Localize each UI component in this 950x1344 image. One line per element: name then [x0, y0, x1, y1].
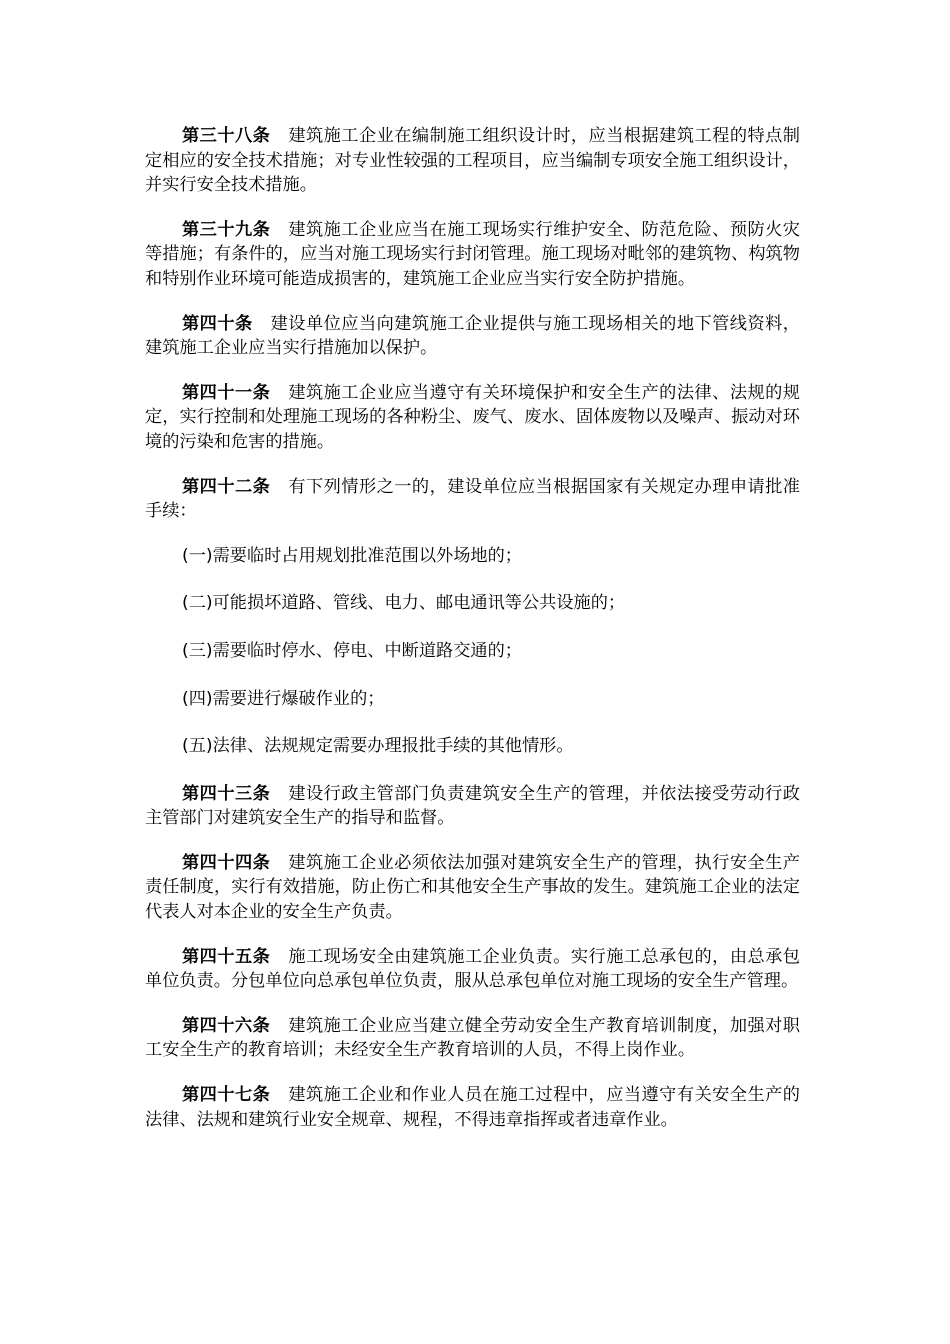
article-44: [145, 851, 800, 925]
article-number: 第四十六条: [182, 1015, 271, 1036]
article-number: 第三十八条: [182, 126, 271, 146]
article-46: [145, 1014, 800, 1063]
article-text: 建筑施工企业在编制施工组织设计时，应当根据建筑工程的特点制定相应的安全技术措施；对专业性较强的工程项目，应当编制专项安全施工组织设计，并实行安全技术措施。: [145, 126, 800, 196]
article-41: [145, 381, 800, 455]
list-item: (三)需要临时停水、停电、中断道路交通的；: [182, 640, 522, 661]
article-text: 施工现场安全由建筑施工企业负责。实行施工总承包的，由总承包单位负责。分包单位向总承包单位负责，服从总承包单位对施工现场的安全生产管理。: [145, 946, 800, 992]
article-text: 建设行政主管部门负责建筑安全生产的管理，并依法接受劳动行政主管部门对建筑安全生产的指导和监督。: [145, 783, 800, 829]
article-text: 建筑施工企业应当在施工现场实行维护安全、防范危险、预防火灾等措施；有条件的，应当对施工现场实行封闭管理。施工现场对毗邻的建筑物、构筑物和特别作业环境可能造成损害的，建筑施工企业应当实行安全防护措施。: [145, 219, 800, 289]
list-item: (五)法律、法规规定需要办理报批手续的其他情形。: [182, 736, 574, 757]
article-text: 有下列情形之一的，建设单位应当根据国家有关规定办理申请批准手续：: [145, 476, 800, 522]
article-47: [145, 1083, 800, 1132]
article-number: 第四十三条: [182, 783, 271, 804]
list-item: (一)需要临时占用规划批准范围以外场地的；: [182, 545, 522, 566]
article-text: 建筑施工企业应当遵守有关环境保护和安全生产的法律、法规的规定，实行控制和处理施工现场的各种粉尘、废气、废水、固体废物以及噪声、振动对环境的污染和危害的措施。: [145, 382, 800, 452]
article-number: 第四十二条: [182, 476, 271, 497]
article-39: [145, 218, 800, 292]
article-number: 第四十七条: [182, 1085, 271, 1106]
article-38: [145, 124, 800, 198]
article-43: [145, 782, 800, 831]
article-45: [145, 945, 800, 994]
article-number: 第四十条: [182, 313, 253, 334]
article-number: 第四十五条: [182, 946, 271, 967]
article-number: 第三十九条: [182, 219, 271, 240]
document-page: [145, 124, 800, 1152]
article-number: 第四十一条: [182, 382, 271, 403]
article-40: [145, 312, 800, 361]
article-text: 建筑施工企业必须依法加强对建筑安全生产的管理，执行安全生产责任制度，实行有效措施，防止伤亡和其他安全生产事故的发生。建筑施工企业的法定代表人对本企业的安全生产负责。: [145, 852, 800, 923]
article-text: 建设单位应当向建筑施工企业提供与施工现场相关的地下管线资料，建筑施工企业应当实行措施加以保护。: [145, 313, 800, 359]
article-text: 建筑施工企业和作业人员在施工过程中，应当遵守有关安全生产的法律、法规和建筑行业安全规章、规程，不得违章指挥或者违章作业。: [145, 1085, 800, 1130]
list-item: (四)需要进行爆破作业的；: [182, 688, 385, 709]
article-42: [145, 475, 800, 524]
list-item: (二)可能损坏道路、管线、电力、邮电通讯等公共设施的；: [182, 593, 626, 614]
article-text: 建筑施工企业应当建立健全劳动安全生产教育培训制度，加强对职工安全生产的教育培训；未经安全生产教育培训的人员，不得上岗作业。: [145, 1015, 800, 1061]
article-number: 第四十四条: [182, 852, 271, 873]
